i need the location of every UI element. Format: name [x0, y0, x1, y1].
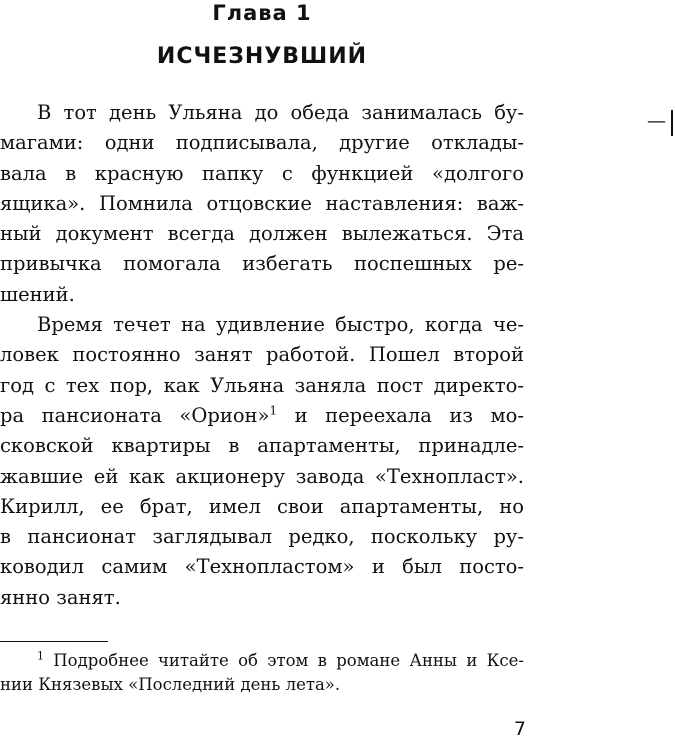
text-line: ловек постоянно занят работой. Пошел второй	[0, 343, 524, 367]
text-segment: и переехала из мо-	[277, 403, 525, 427]
text-line: ководил самим «Технопластом» и был посто-	[0, 555, 524, 579]
chapter-label: Глава 1	[212, 1, 312, 25]
adjacent-page-fragment	[671, 110, 673, 136]
footnote-text: Подробнее читайте об этом в романе Анны и Ксе-	[44, 651, 524, 670]
text-line: вала в красную папку с функцией «долгого	[0, 161, 524, 185]
text-line: жавшие ей как акционеру завода «Технопласт».	[0, 464, 524, 488]
footnote-line	[0, 649, 524, 673]
text-line: ящика». Помнила отцовские наставления: важ-	[0, 191, 524, 215]
text-line: привычка помогала избегать поспешных ре-	[0, 252, 524, 276]
body-text	[0, 98, 524, 613]
text-line: ный документ всегда должен вылежаться. Эта	[0, 222, 524, 246]
footnote-reference[interactable]: 1	[269, 403, 278, 418]
text-line: В тот день Ульяна до обеда занималась бу-	[37, 101, 524, 124]
footnote-divider	[0, 641, 108, 642]
page-number: 7	[513, 718, 526, 740]
text-segment: ра пансионата «Орион»	[0, 403, 270, 427]
text-line: сковской квартиры в апартаменты, принадле-	[0, 434, 524, 458]
footnote-line: нии Князевых «Последний день лета».	[0, 675, 341, 694]
text-line-with-footnote-ref	[0, 401, 524, 431]
text-line: Время течет на удивление быстро, когда че-	[37, 313, 524, 337]
text-line: магами: одни подписывала, другие отклады-	[0, 131, 524, 155]
text-line: янно занят.	[0, 585, 121, 609]
text-line: в пансионат заглядывал редко, поскольку ру-	[0, 525, 524, 549]
text-line: Кирилл, ее брат, имел свои апартаменты, но	[0, 494, 524, 518]
text-line: шений.	[0, 282, 75, 306]
text-line: год с тех пор, как Ульяна заняла пост директо-	[0, 373, 524, 397]
footnote-marker: 1	[37, 649, 44, 663]
adjacent-page-dash: —	[647, 110, 666, 132]
chapter-title: ИСЧЕЗНУВШИЙ	[156, 44, 368, 69]
footnote	[0, 649, 524, 697]
